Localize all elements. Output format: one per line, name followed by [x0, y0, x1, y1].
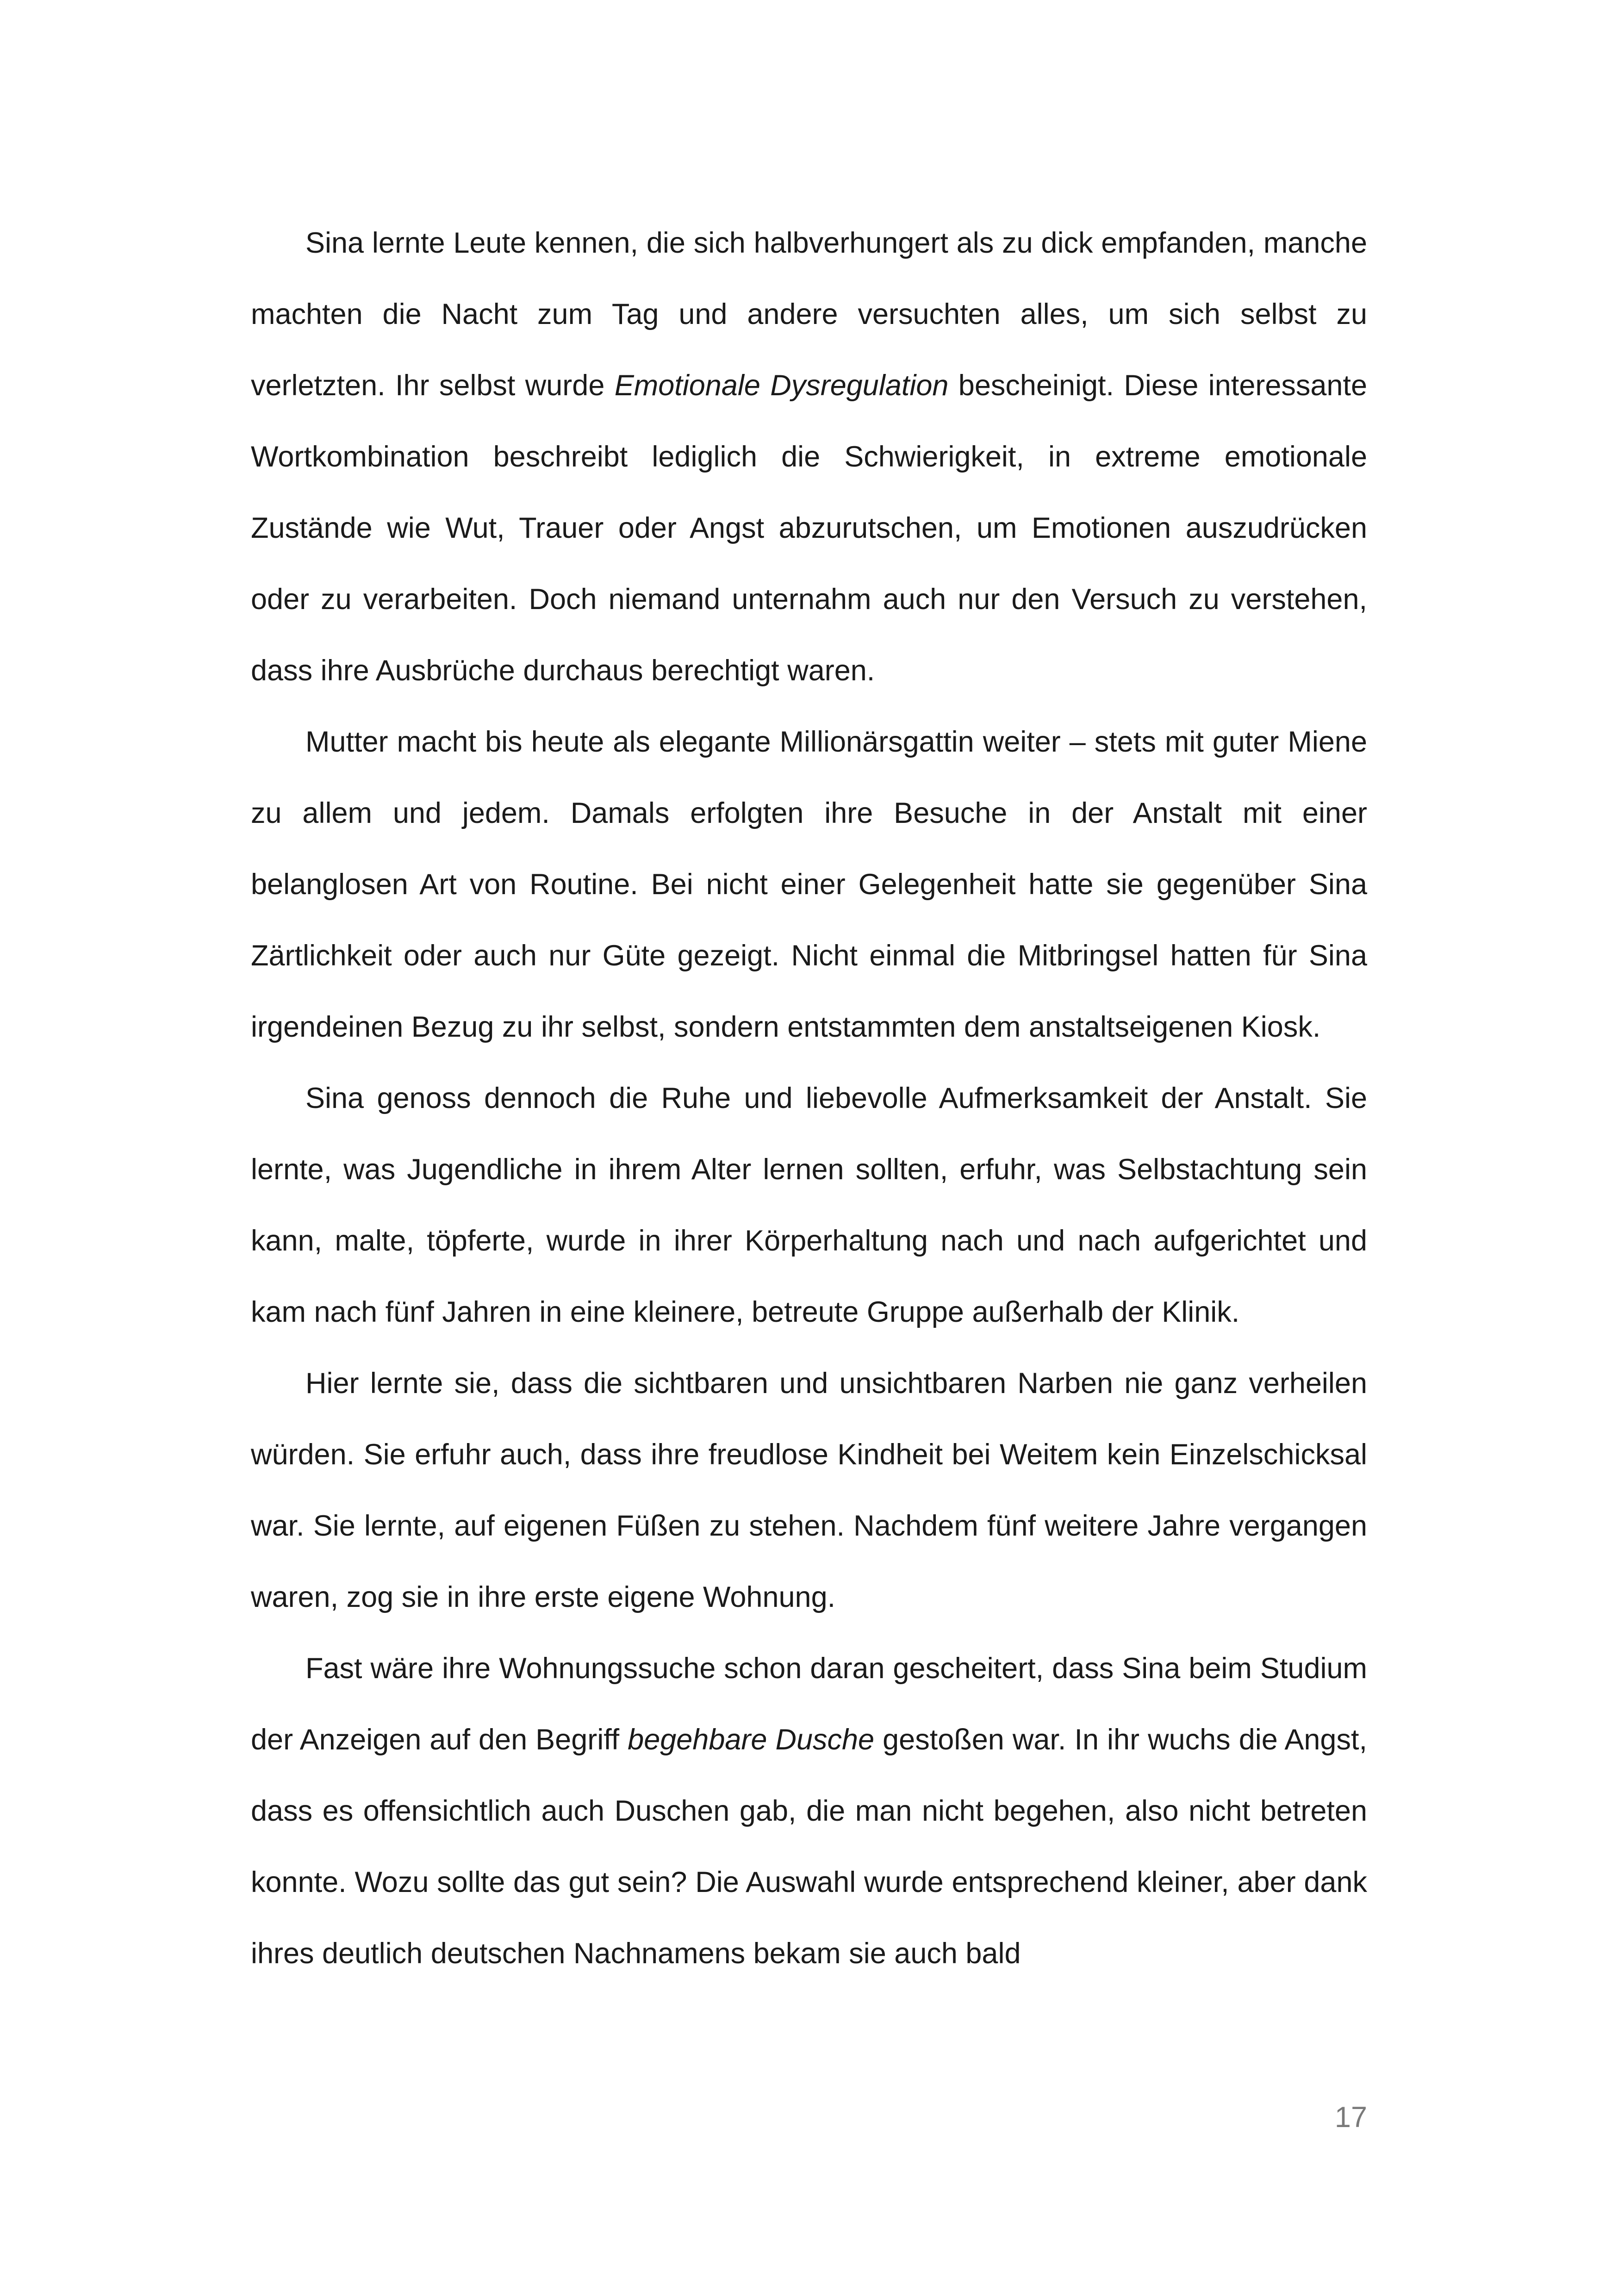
paragraph-1	[251, 207, 1367, 706]
paragraph-4	[251, 1348, 1367, 1633]
paragraph-text: Hier lernte sie, dass die sichtbaren und unsichtbaren Narben nie ganz verheilen würden. Sie erfuhr auch, dass ihre freudlose Kindheit bei Weitem kein Einzelschicksal war. Sie lernte, auf eigenen Füßen zu stehen. Nachdem fünf weitere Jahre vergangen waren, zog sie in ihre erste eigene Wohnung.	[251, 1367, 1367, 1613]
paragraph-text: Fast wäre ihre Wohnungssuche schon daran gescheitert, dass Sina beim Studium der Anzeigen auf den Begriff	[251, 1652, 1367, 1756]
paragraph-text: Mutter macht bis heute als elegante Millionärsgattin weiter – stets mit guter Miene zu allem und jedem. Damals erfolgten ihre Besuche in der Anstalt mit einer belanglosen Art von Routine. Bei nicht einer Gelegenheit hatte sie gegenüber Sina Zärtlichkeit oder auch nur Güte gezeigt. Nicht einmal die Mitbringsel hatten für Sina irgendeinen Bezug zu ihr selbst, sondern entstammten dem anstaltseigenen Kiosk.	[251, 726, 1367, 1043]
paragraph-text: Sina lernte Leute kennen, die sich halbverhungert als zu dick empfanden, manche machten die Nacht zum Tag und andere versuchten alles, um sich selbst zu verletzten. Ihr selbst wurde	[251, 227, 1367, 402]
paragraph-2	[251, 706, 1367, 1063]
emphasized-term: Emotionale Dysregulation	[614, 369, 949, 402]
paragraph-text: Sina genoss dennoch die Ruhe und liebevolle Aufmerksamkeit der Anstalt. Sie lernte, was Jugendliche in ihrem Alter lernen sollten, erfuhr, was Selbstachtung sein kann, malte, töpferte, wurde in ihrer Körperhaltung nach und nach aufgerichtet und kam nach fünf Jahren in eine kleinere, betreute Gruppe außerhalb der Klinik.	[251, 1082, 1367, 1328]
paragraph-text: gestoßen war. In ihr wuchs die Angst, dass es offensichtlich auch Duschen gab, die man nicht begehen, also nicht betreten konnte. Wozu sollte das gut sein? Die Auswahl wurde entsprechend kleiner, aber dank ihres deutlich deutschen Nachnamens bekam sie auch bald	[251, 1724, 1367, 1970]
paragraph-text: bescheinigt. Diese interessante Wortkombination beschreibt lediglich die Schwierigkeit, in extreme emotionale Zustände wie Wut, Trauer oder Angst abzurutschen, um Emotionen auszudrücken oder zu verarbeiten. Doch niemand unternahm auch nur den Versuch zu verstehen, dass ihre Ausbrüche durchaus berechtigt waren.	[251, 369, 1367, 687]
page-number: 17	[1334, 2101, 1367, 2134]
paragraph-5	[251, 1633, 1367, 1989]
paragraph-3	[251, 1063, 1367, 1348]
body-text	[251, 207, 1367, 1989]
emphasized-term: begehbare Dusche	[628, 1724, 875, 1756]
